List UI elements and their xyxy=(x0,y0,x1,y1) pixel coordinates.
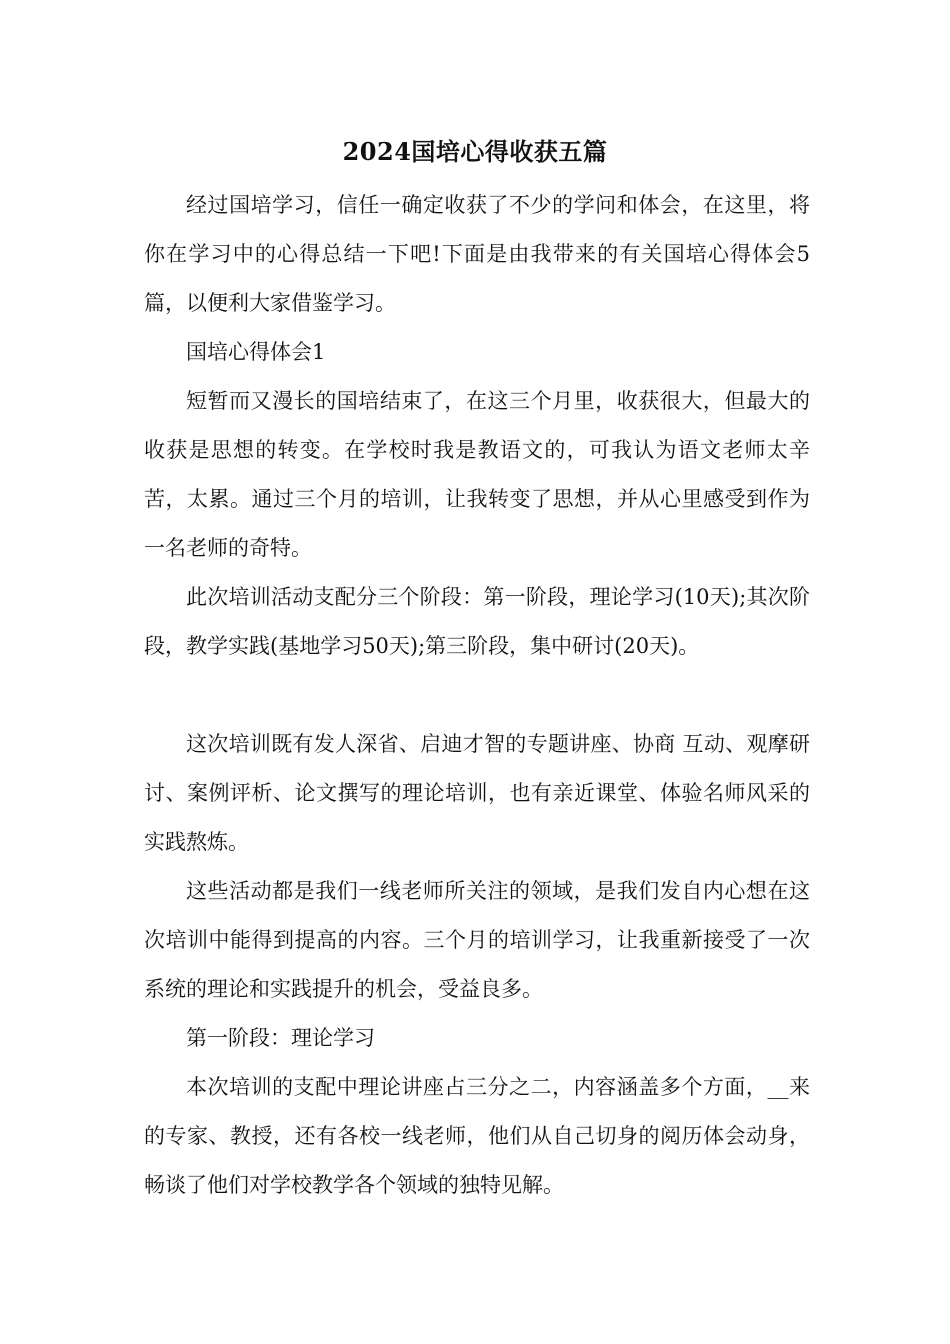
body-paragraph: 短暂而又漫长的国培结束了，在这三个月里，收获很大，但最大的收获是思想的转变。在学校时我是教语文的，可我认为语文老师太辛苦，太累。通过三个月的培训，让我转变了思想，并从心里感受到作为一名老师的奇特。 xyxy=(144,389,810,560)
body-paragraph: 本次培训的支配中理论讲座占三分之二，内容涵盖多个方面，__来的专家、教授，还有各校一线老师，他们从自己切身的阅历体会动身，畅谈了他们对学校教学各个领域的独特见解。 xyxy=(144,1075,810,1197)
body-paragraph: 这次培训既有发人深省、启迪才智的专题讲座、协商 互动、观摩研讨、案例评析、论文撰写的理论培训，也有亲近课堂、体验名师风采的实践熬炼。 xyxy=(144,732,810,854)
section-heading-1: 国培心得体会1 xyxy=(186,340,326,364)
section-heading-stage-1: 第一阶段：理论学习 xyxy=(186,1026,375,1050)
document-title: 2024国培心得收获五篇 xyxy=(342,137,608,166)
body-paragraph: 这些活动都是我们一线老师所关注的领域，是我们发自内心想在这次培训中能得到提高的内容。三个月的培训学习，让我重新接受了一次系统的理论和实践提升的机会，受益良多。 xyxy=(144,879,810,1001)
intro-paragraph: 经过国培学习，信任一确定收获了不少的学问和体会，在这里，将你在学习中的心得总结一下吧!下面是由我带来的有关国培心得体会5篇，以便利大家借鉴学习。 xyxy=(144,193,810,315)
document-body xyxy=(144,181,810,1210)
blank-line xyxy=(144,671,810,720)
body-paragraph: 此次培训活动支配分三个阶段：第一阶段，理论学习(10天);其次阶段，教学实践(基地学习50天);第三阶段，集中研讨(20天)。 xyxy=(144,585,810,658)
